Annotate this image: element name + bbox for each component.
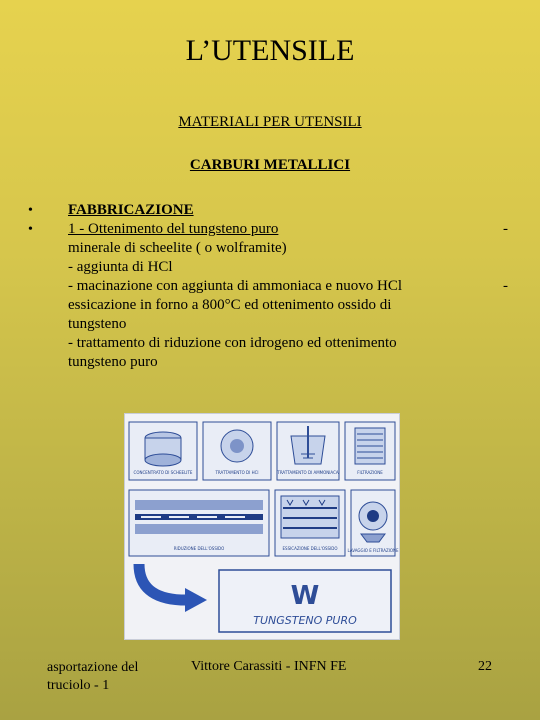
- text-line: essicazione in forno a 800°C ed ottenimento ossido di: [68, 297, 392, 313]
- caption-text: TRATTAMENTO DI HCl: [215, 470, 259, 475]
- caption-text: TRATTAMENTO DI AMMONIACA: [277, 470, 339, 475]
- section-subtitle: MATERIALI PER UTENSILI: [178, 114, 362, 130]
- caption-text: CONCENTRATO DI SCHEELITE: [133, 470, 193, 475]
- text-line: - macinazione con aggiunta di ammoniaca e nuovo HCl: [68, 278, 403, 294]
- slide-title: L’UTENSILE: [185, 34, 355, 67]
- topic-subtitle: CARBURI METALLICI: [189, 157, 351, 173]
- panel-drying: [275, 490, 345, 556]
- text-line: tungsteno: [68, 316, 127, 332]
- bullet-dot-icon: •: [28, 203, 33, 218]
- dash-mark: -: [503, 278, 508, 294]
- page-number: 22: [478, 659, 492, 674]
- footer-course-line: asportazione del: [47, 660, 139, 675]
- caption-text: RIDUZIONE DELL'OSSIDO: [173, 546, 225, 551]
- process-diagram-svg: [125, 414, 399, 639]
- footer-course-line: truciolo - 1: [47, 678, 110, 693]
- curved-arrow-icon: [139, 564, 207, 612]
- bullet-heading: FABBRICAZIONE: [68, 202, 194, 218]
- panel-filtration: [345, 422, 395, 480]
- product-symbol: W: [290, 581, 320, 611]
- panel-ammonia: [276, 422, 339, 480]
- panel-washing: [347, 490, 399, 556]
- text-line: minerale di scheelite ( o wolframite): [68, 240, 287, 256]
- caption-text: FILTRAZIONE: [357, 470, 383, 475]
- bullet-item-tungsteno: [28, 220, 508, 372]
- panel-scheelite: [129, 422, 197, 480]
- bullet-step-title: 1 - Ottenimento del tungsteno puro: [68, 221, 279, 237]
- process-diagram-image: [124, 413, 400, 640]
- dash-mark: -: [503, 221, 508, 237]
- text-line: - aggiunta di HCl: [68, 259, 173, 275]
- caption-text: LAVAGGIO E FILTRAZIONE: [347, 548, 399, 553]
- text-line: tungsteno puro: [68, 354, 158, 370]
- panel-hcl: [203, 422, 271, 480]
- bullet-item-fabbricazione: [28, 201, 508, 220]
- footer-course: [47, 659, 138, 695]
- product-label: TUNGSTENO PURO: [253, 614, 357, 627]
- product-box: [219, 570, 391, 632]
- bullet-list: [28, 201, 508, 372]
- footer-author: Vittore Carassiti - INFN FE: [191, 659, 347, 674]
- bullet-dot-icon: •: [28, 222, 33, 237]
- caption-text: ESSICAZIONE DELL'OSSIDO: [282, 546, 338, 551]
- text-line: - trattamento di riduzione con idrogeno ed ottenimento: [68, 335, 397, 351]
- panel-reduction: [129, 490, 269, 556]
